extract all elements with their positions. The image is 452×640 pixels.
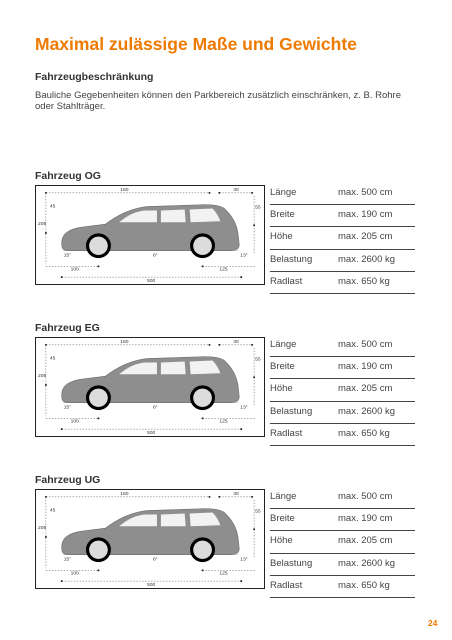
spec-label: Höhe bbox=[270, 231, 293, 243]
vehicle-section bbox=[35, 170, 415, 300]
spec-value: max. 205 cm bbox=[338, 231, 393, 243]
spec-row bbox=[270, 554, 415, 576]
spec-value: max. 2600 kg bbox=[338, 253, 396, 265]
dim-bottom-left: 100 bbox=[70, 267, 79, 273]
dim-left-upper: 45 bbox=[49, 204, 56, 210]
intro-paragraph: Bauliche Gegebenheiten können den Parkbereich zusätzlich einschränken, z. B. Rohre oder Stahlträger. bbox=[35, 90, 401, 112]
dim-top-right: 30 bbox=[233, 187, 239, 193]
section-title: Fahrzeug OG bbox=[35, 170, 101, 182]
spec-label: Höhe bbox=[270, 535, 293, 547]
dim-bottom-total: 500 bbox=[147, 279, 156, 284]
angle-departure: 13° bbox=[240, 557, 248, 563]
spec-value: max. 205 cm bbox=[338, 383, 393, 395]
angle-breakover: 8° bbox=[152, 253, 158, 259]
page-title: Maximal zulässige Maße und Gewichte bbox=[35, 34, 357, 54]
angle-departure: 13° bbox=[240, 405, 248, 411]
dim-left-height: 205 bbox=[37, 222, 47, 228]
spec-value: max. 190 cm bbox=[338, 361, 393, 373]
diagram-frame bbox=[35, 489, 265, 589]
angle-approach: 15° bbox=[63, 557, 72, 563]
spec-row bbox=[270, 183, 415, 205]
spec-label: Radlast bbox=[270, 427, 303, 439]
spec-label: Breite bbox=[270, 361, 295, 373]
section-title: Fahrzeug EG bbox=[35, 322, 100, 334]
vehicle-dimension-diagram bbox=[36, 338, 264, 436]
vehicle-section bbox=[35, 322, 415, 452]
spec-table bbox=[270, 487, 415, 598]
diagram-frame bbox=[35, 185, 265, 285]
dim-left-upper: 45 bbox=[49, 508, 56, 514]
spec-value: max. 205 cm bbox=[338, 535, 393, 547]
spec-label: Radlast bbox=[270, 275, 303, 287]
dim-bottom-right: 125 bbox=[219, 267, 228, 273]
dim-top-right: 30 bbox=[233, 339, 239, 345]
dim-left-height: 205 bbox=[37, 526, 47, 532]
dim-top-left: 160 bbox=[120, 339, 129, 345]
dim-top-left: 160 bbox=[120, 491, 129, 497]
vehicle-dimension-diagram bbox=[36, 186, 264, 284]
spec-value: max. 500 cm bbox=[338, 339, 393, 350]
section-title: Fahrzeug UG bbox=[35, 474, 101, 486]
vehicle-section bbox=[35, 474, 415, 604]
spec-value: max. 500 cm bbox=[338, 491, 393, 502]
dim-right-upper: 55 bbox=[255, 509, 261, 515]
angle-breakover: 8° bbox=[152, 557, 158, 563]
dim-bottom-left: 100 bbox=[70, 571, 79, 577]
angle-approach: 15° bbox=[63, 253, 72, 259]
spec-row bbox=[270, 357, 415, 379]
spec-value: max. 190 cm bbox=[338, 513, 393, 525]
spec-label: Länge bbox=[270, 187, 297, 198]
dim-bottom-total: 500 bbox=[147, 583, 156, 588]
spec-label: Radlast bbox=[270, 579, 303, 591]
spec-label: Belastung bbox=[270, 253, 313, 265]
diagram-frame bbox=[35, 337, 265, 437]
spec-value: max. 2600 kg bbox=[338, 557, 396, 569]
spec-value: max. 650 kg bbox=[338, 579, 390, 591]
spec-row bbox=[270, 402, 415, 424]
angle-departure: 13° bbox=[240, 253, 248, 259]
spec-row bbox=[270, 487, 415, 509]
spec-row bbox=[270, 272, 415, 294]
dim-left-height: 205 bbox=[37, 374, 47, 380]
dim-bottom-right: 125 bbox=[219, 419, 228, 425]
spec-row bbox=[270, 335, 415, 357]
spec-label: Länge bbox=[270, 339, 297, 350]
spec-label: Belastung bbox=[270, 405, 313, 417]
spec-row bbox=[270, 250, 415, 272]
dim-bottom-left: 100 bbox=[70, 419, 79, 425]
angle-approach: 15° bbox=[63, 405, 72, 411]
spec-value: max. 190 cm bbox=[338, 209, 393, 221]
spec-row bbox=[270, 424, 415, 446]
spec-row bbox=[270, 227, 415, 249]
dim-left-upper: 45 bbox=[49, 356, 56, 362]
dim-bottom-right: 125 bbox=[219, 571, 228, 577]
spec-table bbox=[270, 335, 415, 446]
spec-table bbox=[270, 183, 415, 294]
dim-top-right: 30 bbox=[233, 491, 239, 497]
dim-right-upper: 55 bbox=[255, 205, 261, 211]
spec-row bbox=[270, 379, 415, 401]
spec-row bbox=[270, 576, 415, 598]
spec-row bbox=[270, 509, 415, 531]
vehicle-dimension-diagram bbox=[36, 490, 264, 588]
spec-row bbox=[270, 531, 415, 553]
spec-label: Länge bbox=[270, 491, 297, 502]
dim-top-left: 160 bbox=[120, 187, 129, 193]
spec-label: Höhe bbox=[270, 383, 293, 395]
dim-right-upper: 55 bbox=[255, 357, 261, 363]
page-number: 24 bbox=[428, 618, 438, 628]
spec-label: Breite bbox=[270, 513, 295, 525]
dim-bottom-total: 500 bbox=[147, 431, 156, 436]
angle-breakover: 8° bbox=[152, 405, 158, 411]
spec-label: Breite bbox=[270, 209, 295, 221]
section-heading: Fahrzeugbeschränkung bbox=[35, 71, 154, 83]
spec-value: max. 500 cm bbox=[338, 187, 393, 198]
spec-value: max. 650 kg bbox=[338, 427, 390, 439]
spec-row bbox=[270, 205, 415, 227]
spec-label: Belastung bbox=[270, 557, 313, 569]
spec-value: max. 2600 kg bbox=[338, 405, 396, 417]
spec-value: max. 650 kg bbox=[338, 275, 390, 287]
